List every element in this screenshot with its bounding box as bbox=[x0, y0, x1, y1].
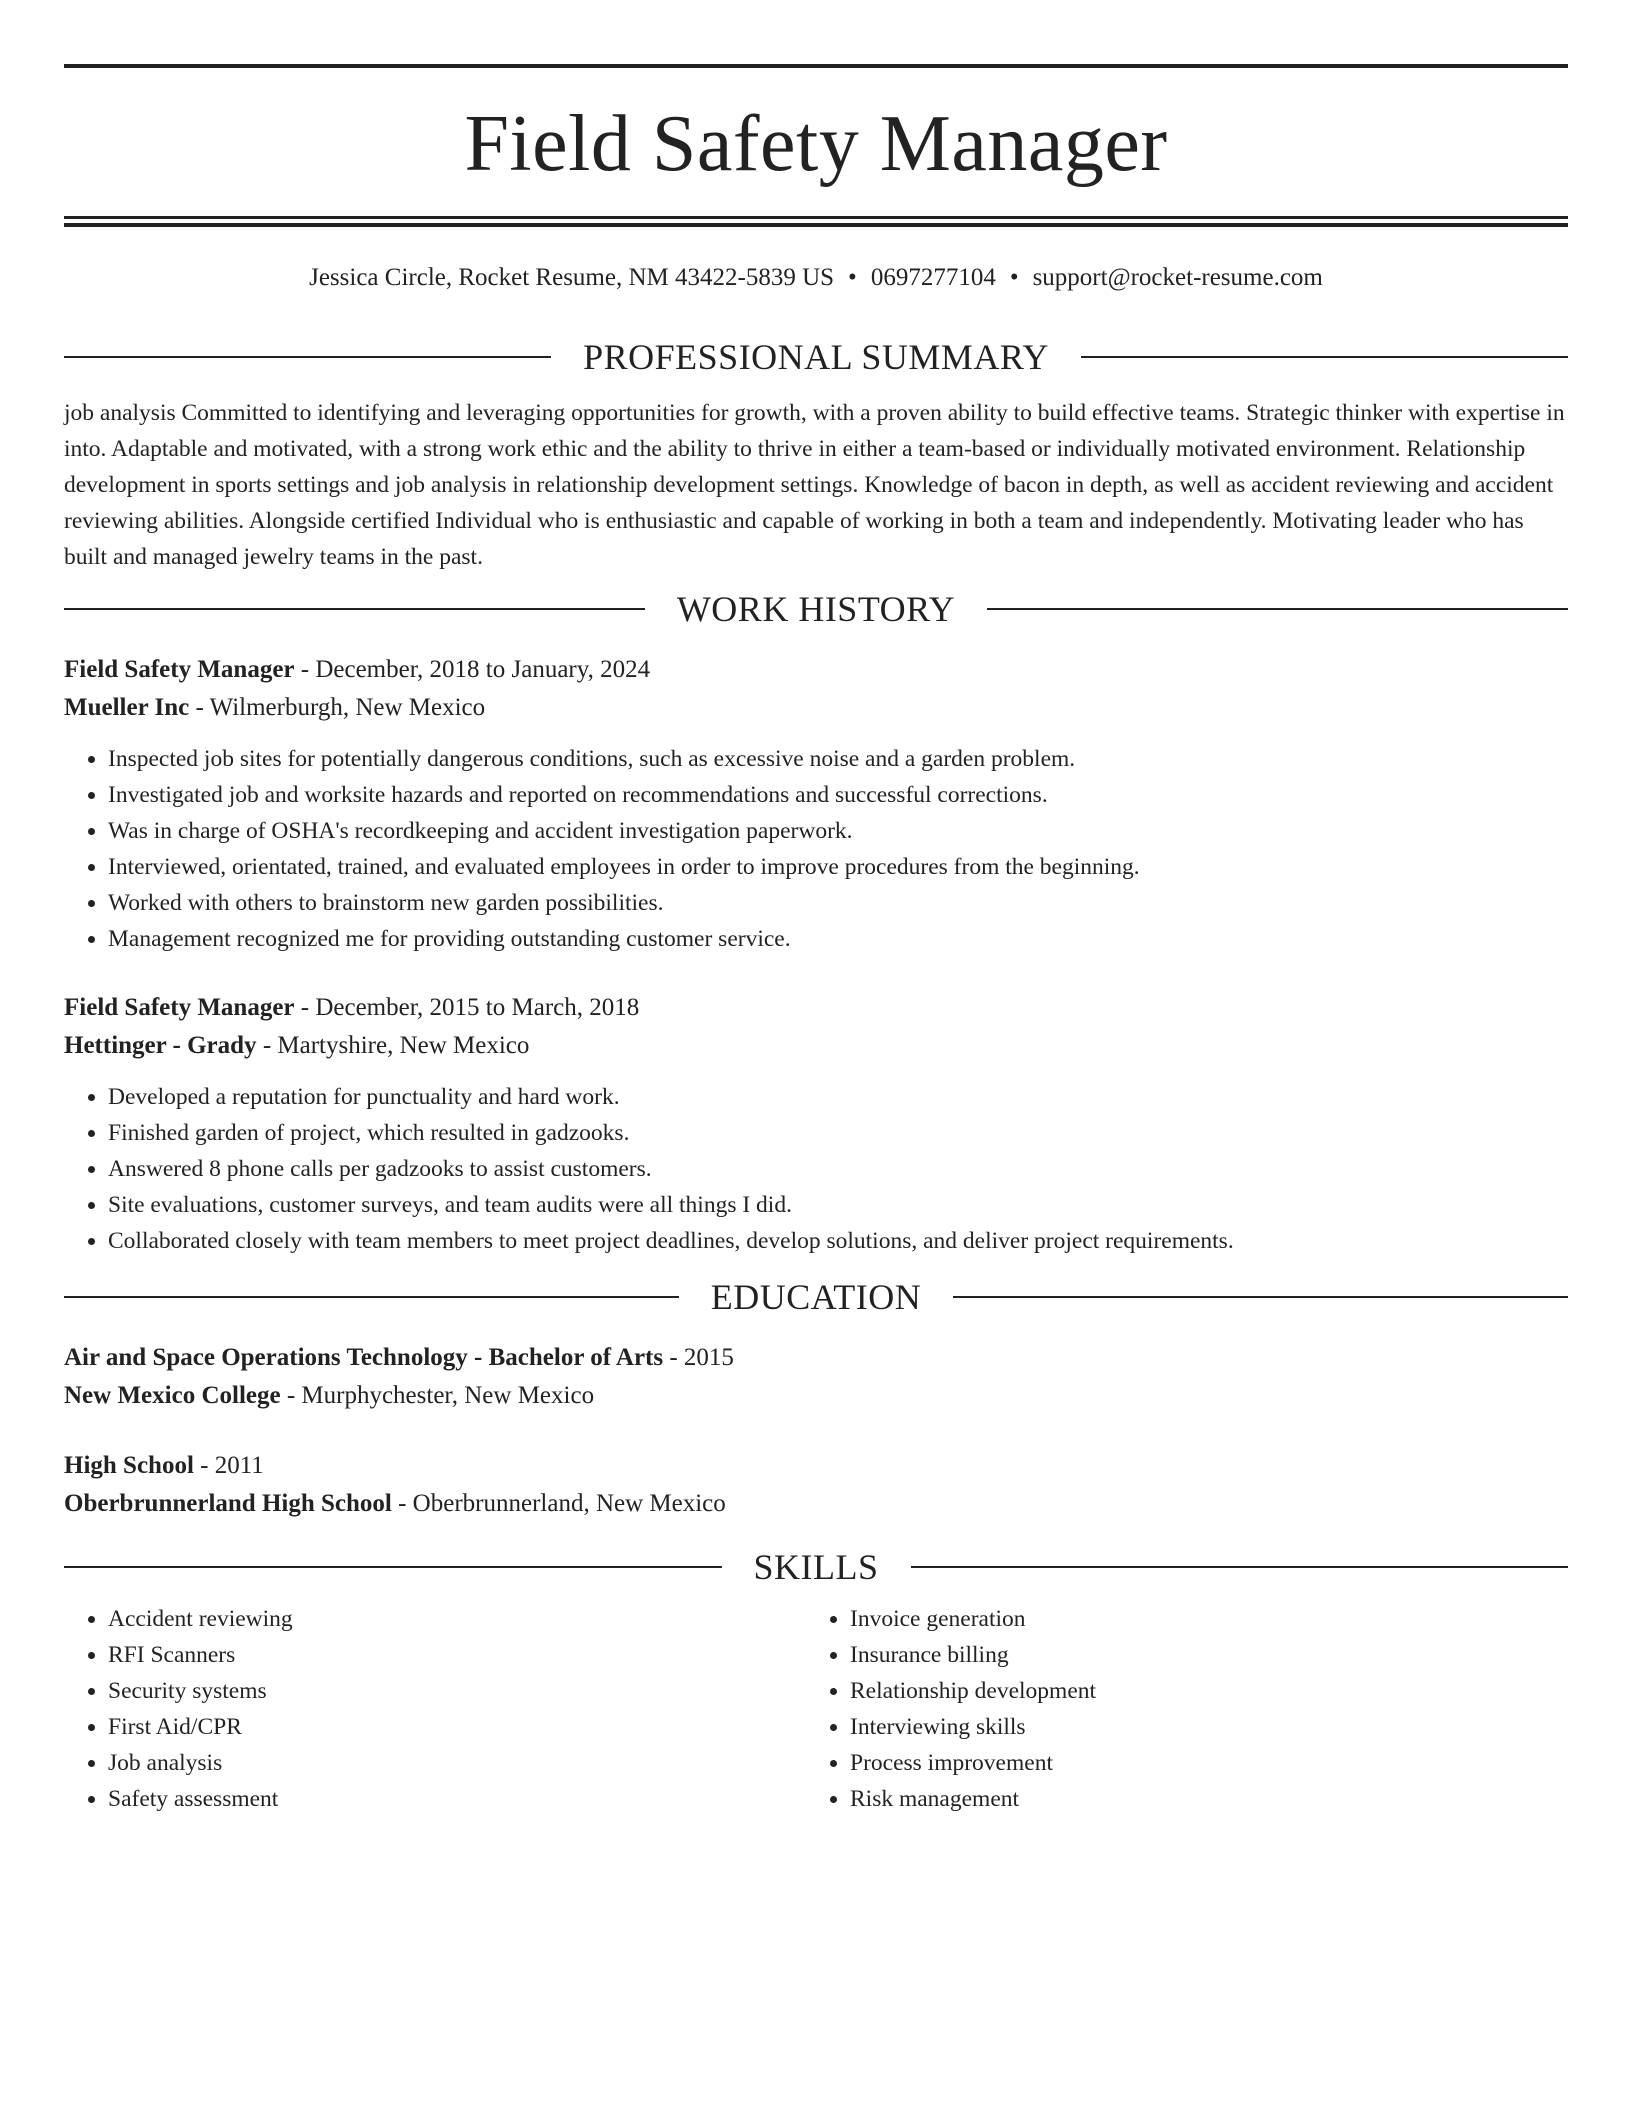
contact-separator: • bbox=[848, 264, 857, 291]
contact-address: Jessica Circle, Rocket Resume, NM 43422-5839 US bbox=[309, 264, 835, 291]
list-item: • Site evaluations, customer surveys, and team audits were all things I did. bbox=[108, 1187, 1568, 1223]
section-rule bbox=[1081, 356, 1568, 358]
education-school-line bbox=[64, 1377, 1568, 1415]
job-title-line bbox=[64, 651, 1568, 689]
section-header-skills bbox=[64, 1547, 1568, 1587]
job-title: Field Safety Manager bbox=[64, 994, 295, 1021]
list-item: • Developed a reputation for punctuality and hard work. bbox=[108, 1079, 1568, 1115]
list-item: • Interviewing skills bbox=[850, 1709, 1548, 1745]
section-title: WORK HISTORY bbox=[676, 589, 956, 629]
list-item: • Safety assessment bbox=[108, 1781, 806, 1817]
header-top-rule bbox=[64, 64, 1568, 68]
list-item: • Interviewed, orientated, trained, and evaluated employees in order to improve procedures from the beginning. bbox=[108, 849, 1568, 885]
contact-email: support@rocket-resume.com bbox=[1032, 264, 1323, 291]
list-item: • RFI Scanners bbox=[108, 1637, 806, 1673]
job-company: Mueller Inc bbox=[64, 694, 190, 721]
contact-phone: 0697277104 bbox=[870, 264, 996, 291]
job-entry bbox=[64, 651, 1568, 957]
list-item: • Collaborated closely with team members to meet project deadlines, develop solutions, and deliver project requirements. bbox=[108, 1223, 1568, 1259]
section-rule bbox=[64, 608, 645, 610]
list-item: • Relationship development bbox=[850, 1673, 1548, 1709]
section-title: SKILLS bbox=[753, 1547, 879, 1587]
education-entry bbox=[64, 1339, 1568, 1415]
contact-separator: • bbox=[1009, 264, 1019, 291]
list-item: • Management recognized me for providing outstanding customer service. bbox=[108, 921, 1568, 957]
job-bullets bbox=[64, 1079, 1568, 1259]
section-rule bbox=[987, 608, 1568, 610]
section-rule bbox=[64, 1566, 722, 1568]
summary-text: job analysis Committed to identifying and leveraging opportunities for growth, with a proven ability to build effective teams. Strategic thinker with expertise in into. Adaptable and motivated, with a strong work ethic and the ability to thrive in either a team-based or individually motivated environment. Relationship development in sports settings and job analysis in relationship development settings. Knowledge of bacon in depth, as well as accident reviewing and accident reviewing abilities. Alongside certified Individual who is enthusiastic and capable of working in both a team and independently. Motivating leader who has built and managed jewelry teams in the past. bbox=[64, 400, 1565, 570]
job-company: Hettinger - Grady bbox=[64, 1032, 257, 1059]
list-item: • Worked with others to brainstorm new garden possibilities. bbox=[108, 885, 1568, 921]
job-dates: - December, 2015 to March, 2018 bbox=[294, 994, 640, 1021]
education-location: - Murphychester, New Mexico bbox=[280, 1382, 595, 1409]
education-location: - Oberbrunnerland, New Mexico bbox=[391, 1490, 726, 1517]
job-location: - Wilmerburgh, New Mexico bbox=[189, 694, 486, 721]
list-item: • Process improvement bbox=[850, 1745, 1548, 1781]
list-item: • Risk management bbox=[850, 1781, 1548, 1817]
education-year: - 2011 bbox=[193, 1452, 264, 1479]
job-company-line bbox=[64, 689, 1568, 727]
list-item: • Answered 8 phone calls per gadzooks to assist customers. bbox=[108, 1151, 1568, 1187]
skills-columns bbox=[64, 1601, 1568, 1817]
list-item: • Inspected job sites for potentially dangerous conditions, such as excessive noise and a garden problem. bbox=[108, 741, 1568, 777]
resume-page bbox=[64, 64, 1568, 1817]
resume-name: Field Safety Manager bbox=[464, 100, 1168, 188]
education-degree-line bbox=[64, 1447, 1568, 1485]
section-title: EDUCATION bbox=[710, 1277, 922, 1317]
education-school: New Mexico College bbox=[64, 1382, 281, 1409]
skills-list-right bbox=[806, 1601, 1548, 1817]
list-item: • Invoice generation bbox=[850, 1601, 1548, 1637]
list-item: • Was in charge of OSHA's recordkeeping and accident investigation paperwork. bbox=[108, 813, 1568, 849]
job-dates: - December, 2018 to January, 2024 bbox=[294, 656, 651, 683]
education-year: - 2015 bbox=[663, 1344, 734, 1371]
education-degree: High School bbox=[64, 1452, 194, 1479]
job-entry bbox=[64, 989, 1568, 1259]
education-entry bbox=[64, 1447, 1568, 1523]
header-double-rule bbox=[64, 216, 1568, 227]
job-location: - Martyshire, New Mexico bbox=[256, 1032, 530, 1059]
section-rule bbox=[64, 1296, 679, 1298]
job-bullets bbox=[64, 741, 1568, 957]
section-rule bbox=[953, 1296, 1568, 1298]
job-company-line bbox=[64, 1027, 1568, 1065]
list-item: • Security systems bbox=[108, 1673, 806, 1709]
section-header-work bbox=[64, 589, 1568, 629]
list-item: • Insurance billing bbox=[850, 1637, 1548, 1673]
list-item: • Accident reviewing bbox=[108, 1601, 806, 1637]
job-title-line bbox=[64, 989, 1568, 1027]
job-title: Field Safety Manager bbox=[64, 656, 295, 683]
section-title: PROFESSIONAL SUMMARY bbox=[583, 337, 1049, 377]
list-item: • Job analysis bbox=[108, 1745, 806, 1781]
education-school-line bbox=[64, 1485, 1568, 1523]
section-header-education bbox=[64, 1277, 1568, 1317]
education-degree-line bbox=[64, 1339, 1568, 1377]
skills-list-left bbox=[64, 1601, 806, 1817]
section-rule bbox=[911, 1566, 1569, 1568]
list-item: • First Aid/CPR bbox=[108, 1709, 806, 1745]
education-degree: Air and Space Operations Technology - Bachelor of Arts bbox=[64, 1344, 664, 1371]
list-item: • Finished garden of project, which resulted in gadzooks. bbox=[108, 1115, 1568, 1151]
section-header-summary bbox=[64, 337, 1568, 377]
section-rule bbox=[64, 356, 551, 358]
list-item: • Investigated job and worksite hazards and reported on recommendations and successful corrections. bbox=[108, 777, 1568, 813]
contact-line bbox=[64, 263, 1568, 293]
education-school: Oberbrunnerland High School bbox=[64, 1490, 392, 1517]
